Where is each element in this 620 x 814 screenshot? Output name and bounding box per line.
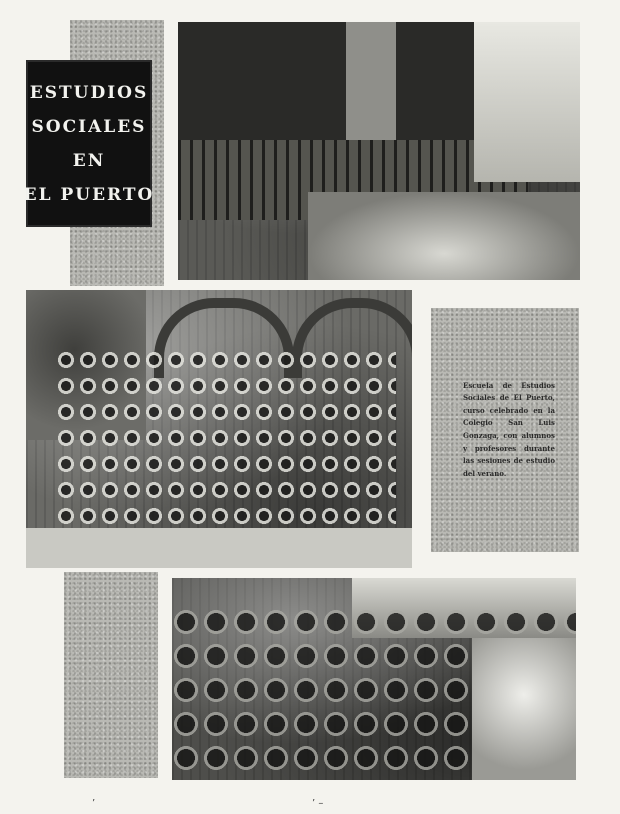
photo-bright-right [472,638,576,780]
photo-bright-wall [474,22,580,182]
caption-panel [431,308,579,552]
title-line-3: EN [72,150,106,171]
photo-ceremony-balcony [178,22,580,280]
decorative-grain-strip-bottom [64,572,158,778]
article-title-block [23,60,155,227]
photo-group-rows [56,350,396,540]
photo-crowd [308,192,580,280]
caption-text: Escuela de Estudios Sociales de El Puerto, curso celebrado en la Colegio San Luis Gonzaga, con alumnos y profesores durante las sesiones de estudio del verano. [463,380,555,478]
photo-group-portrait [26,290,412,568]
photo-ground [26,528,412,568]
footer-mark-center: ’ – [312,798,324,809]
photo-crowd-gathering [172,578,576,780]
footer-mark-left: ’ [92,798,96,809]
title-line-4: EL PUERTO [23,184,155,205]
title-line-2: SOCIALES [31,116,147,137]
title-line-1: ESTUDIOS [29,82,149,103]
